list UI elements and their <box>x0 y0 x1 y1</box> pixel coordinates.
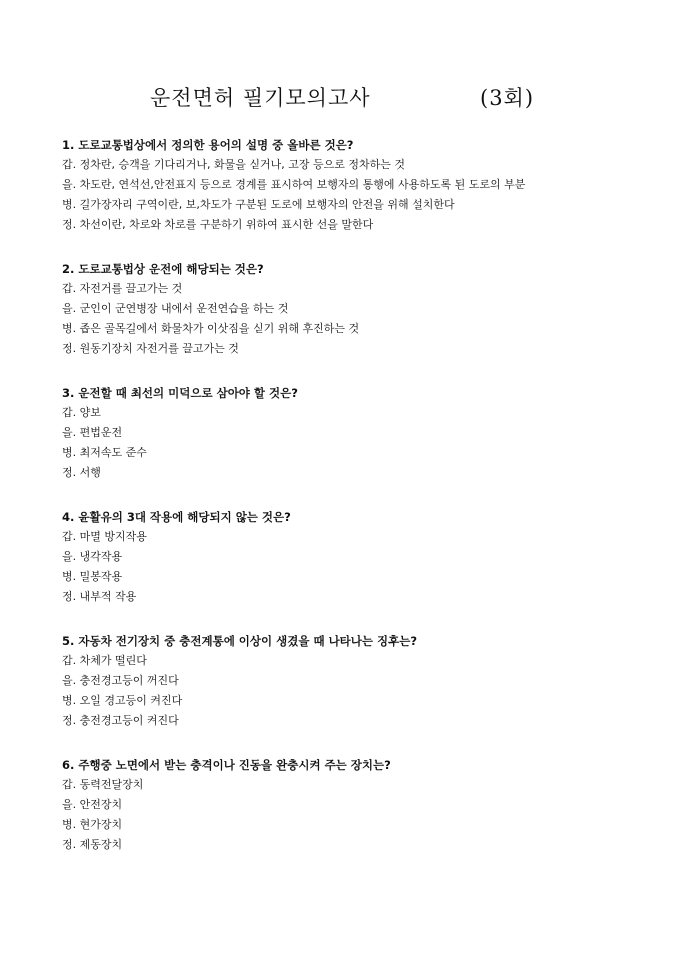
option-marker: 정. <box>62 342 80 355</box>
option-jeong <box>62 339 637 359</box>
option-marker: 병. <box>62 818 80 831</box>
option-eul <box>62 671 637 691</box>
option-gap <box>62 403 637 423</box>
question-3 <box>62 383 637 483</box>
option-eul <box>62 547 637 567</box>
option-marker: 정. <box>62 218 80 231</box>
page-title: 운전면허 필기모의고사 <box>150 86 371 110</box>
option-gap <box>62 651 637 671</box>
option-text: 내부적 작용 <box>79 590 137 603</box>
question-4 <box>62 507 637 607</box>
option-list <box>62 775 637 855</box>
option-jeong <box>62 463 637 483</box>
option-text: 차도란, 연석선,안전표지 등으로 경계를 표시하여 보행자의 통행에 사용하도록 된 도로의 부분 <box>79 178 526 191</box>
option-text: 편법운전 <box>79 426 123 439</box>
option-marker: 갑. <box>62 282 80 295</box>
option-marker: 을. <box>62 674 80 687</box>
option-text: 정차란, 승객을 기다리거나, 화물을 싣거나, 고장 등으로 정차하는 것 <box>79 158 405 171</box>
option-marker: 갑. <box>62 654 80 667</box>
question-text: 3. 운전할 때 최선의 미덕으로 삼아야 할 것은? <box>62 386 298 400</box>
option-gap <box>62 775 637 795</box>
option-text: 안전장치 <box>79 798 123 811</box>
option-text: 현가장치 <box>79 818 123 831</box>
option-list <box>62 279 637 359</box>
option-marker: 병. <box>62 694 80 707</box>
option-gap <box>62 155 637 175</box>
option-marker: 병. <box>62 446 80 459</box>
title-row <box>0 82 680 114</box>
option-text: 차선이란, 차로와 차로를 구분하기 위하여 표시한 선을 말한다 <box>79 218 374 231</box>
option-marker: 갑. <box>62 406 80 419</box>
question-text: 6. 주행중 노면에서 받는 충격이나 진동을 완충시켜 주는 장치는? <box>62 758 391 772</box>
option-marker: 을. <box>62 550 80 563</box>
option-list <box>62 155 637 235</box>
option-marker: 병. <box>62 322 80 335</box>
question-list <box>62 135 637 879</box>
option-marker: 정. <box>62 590 80 603</box>
option-list <box>62 403 637 483</box>
option-jeong <box>62 835 637 855</box>
option-list <box>62 527 637 607</box>
option-eul <box>62 175 637 195</box>
exam-round: (3회) <box>480 86 535 110</box>
option-text: 마멸 방지작용 <box>79 530 147 543</box>
option-text: 차체가 떨린다 <box>79 654 147 667</box>
option-byeong <box>62 195 637 215</box>
question-5 <box>62 631 637 731</box>
option-marker: 을. <box>62 302 80 315</box>
option-text: 좁은 골목길에서 화물차가 이삿짐을 싣기 위해 후진하는 것 <box>79 322 360 335</box>
option-text: 길가장자리 구역이란, 보,차도가 구분된 도로에 보행자의 안전을 위해 설치한다 <box>79 198 455 211</box>
option-text: 밀봉작용 <box>79 570 123 583</box>
option-list <box>62 651 637 731</box>
option-marker: 을. <box>62 798 80 811</box>
option-eul <box>62 795 637 815</box>
option-text: 서행 <box>79 466 101 479</box>
option-marker: 갑. <box>62 530 80 543</box>
option-text: 충전경고등이 꺼진다 <box>79 674 179 687</box>
option-text: 오일 경고등이 켜진다 <box>79 694 183 707</box>
option-marker: 정. <box>62 838 80 851</box>
option-text: 원동기장치 자전거를 끌고가는 것 <box>79 342 239 355</box>
question-2 <box>62 259 637 359</box>
question-text: 4. 윤활유의 3대 작용에 해당되지 않는 것은? <box>62 510 291 524</box>
option-marker: 을. <box>62 426 80 439</box>
option-byeong <box>62 815 637 835</box>
option-byeong <box>62 319 637 339</box>
option-marker: 병. <box>62 570 80 583</box>
option-text: 제동장치 <box>79 838 123 851</box>
option-text: 동력전달장치 <box>79 778 144 791</box>
option-text: 충전경고등이 켜진다 <box>79 714 179 727</box>
option-gap <box>62 279 637 299</box>
option-jeong <box>62 711 637 731</box>
option-text: 냉각작용 <box>79 550 123 563</box>
option-marker: 을. <box>62 178 80 191</box>
option-marker: 정. <box>62 466 80 479</box>
option-byeong <box>62 443 637 463</box>
option-byeong <box>62 567 637 587</box>
option-jeong <box>62 215 637 235</box>
question-1 <box>62 135 637 235</box>
option-gap <box>62 527 637 547</box>
option-jeong <box>62 587 637 607</box>
option-text: 최저속도 준수 <box>79 446 147 459</box>
option-eul <box>62 423 637 443</box>
option-eul <box>62 299 637 319</box>
question-text: 2. 도로교통법상 운전에 해당되는 것은? <box>62 262 264 276</box>
option-text: 양보 <box>79 406 101 419</box>
option-marker: 병. <box>62 198 80 211</box>
option-marker: 갑. <box>62 778 80 791</box>
option-marker: 갑. <box>62 158 80 171</box>
option-text: 군인이 군연병장 내에서 운전연습을 하는 것 <box>79 302 289 315</box>
option-text: 자전거를 끌고가는 것 <box>79 282 183 295</box>
question-text: 5. 자동차 전기장치 중 충전계통에 이상이 생겼을 때 나타나는 징후는? <box>62 634 418 648</box>
question-text: 1. 도로교통법상에서 정의한 용어의 설명 중 올바른 것은? <box>62 138 354 152</box>
option-marker: 정. <box>62 714 80 727</box>
option-byeong <box>62 691 637 711</box>
question-6 <box>62 755 637 855</box>
